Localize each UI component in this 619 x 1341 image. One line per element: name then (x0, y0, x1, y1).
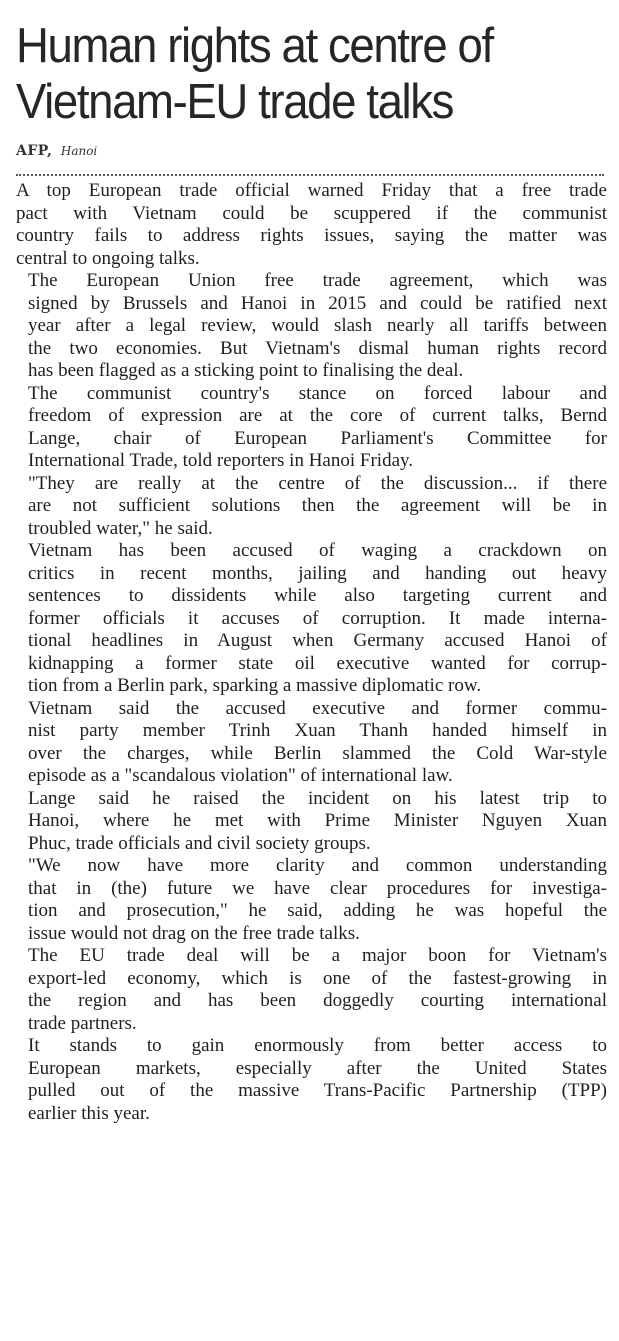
article-paragraph (16, 855, 607, 945)
paragraph-line: The European Union free trade agreement, which was (28, 270, 607, 291)
dotted-divider (16, 174, 604, 176)
paragraph-line: It stands to gain enormously from better access to (28, 1035, 607, 1056)
article-paragraph (16, 383, 607, 473)
article (16, 0, 607, 1125)
byline-location: Hanoi (60, 144, 98, 158)
paragraph-line: "They are really at the centre of the discussion... if there (28, 472, 607, 494)
paragraph-line: critics in recent months, jailing and handing out heavy (28, 562, 607, 584)
paragraph-line: troubled water," he said. (28, 517, 213, 539)
paragraph-line: country fails to address rights issues, saying the matter was (16, 225, 607, 246)
article-paragraph (16, 788, 607, 856)
paragraph-line: A top European trade official warned Friday that a free trade (16, 180, 607, 201)
paragraph-line: The EU trade deal will be a major boon for Vietnam's (28, 945, 607, 966)
paragraph-line: Lange, chair of European Parliament's Committee for (28, 427, 607, 449)
paragraph-line: export-led economy, which is one of the fastest-growing in (28, 967, 607, 989)
paragraph-line: episode as a "scandalous violation" of international law. (28, 765, 453, 786)
paragraph-line: Phuc, trade officials and civil society groups. (28, 832, 371, 854)
headline (16, 0, 611, 130)
article-paragraph (16, 473, 607, 541)
paragraph-line: Hanoi, where he met with Prime Minister Nguyen Xuan (28, 810, 607, 831)
paragraph-line: International Trade, told reporters in Hanoi Friday. (28, 450, 414, 471)
paragraph-line: pulled out of the massive Trans-Pacific Partnership (TPP) (28, 1080, 607, 1101)
paragraph-line: former officials it accuses of corruption. It made interna- (28, 607, 607, 629)
paragraph-line: earlier this year. (28, 1102, 150, 1124)
paragraph-line: kidnapping a former state oil executive wanted for corrup- (28, 652, 607, 674)
paragraph-line: tion and prosecution," he said, adding he was hopeful the (28, 900, 607, 921)
paragraph-line: Vietnam said the accused executive and former commu- (28, 697, 607, 719)
paragraph-line: the two economies. But Vietnam's dismal human rights record (28, 337, 607, 359)
headline-line: Human rights at centre of (16, 19, 493, 73)
paragraph-line: tion from a Berlin park, sparking a massive diplomatic row. (28, 675, 482, 696)
article-paragraph (16, 1035, 607, 1125)
paragraph-line: issue would not drag on the free trade talks. (28, 922, 360, 944)
article-body (16, 180, 607, 1125)
paragraph-line: that in (the) future we have clear procedures for investiga- (28, 877, 607, 899)
paragraph-line: the region and has been doggedly courting international (28, 990, 607, 1011)
paragraph-line: European markets, especially after the United States (28, 1057, 607, 1079)
article-paragraph (16, 270, 607, 383)
article-paragraph (16, 945, 607, 1035)
paragraph-line: pact with Vietnam could be scuppered if the communist (16, 202, 607, 224)
paragraph-line: are not sufficient solutions then the agreement will be in (28, 495, 607, 516)
paragraph-line: signed by Brussels and Hanoi in 2015 and could be ratified next (28, 292, 607, 314)
paragraph-line: Vietnam has been accused of waging a crackdown on (28, 540, 607, 561)
paragraph-line: year after a legal review, would slash nearly all tariffs between (28, 315, 607, 336)
article-paragraph (16, 180, 607, 270)
paragraph-line: "We now have more clarity and common understanding (28, 855, 607, 876)
paragraph-line: sentences to dissidents while also targeting current and (28, 585, 607, 606)
byline-agency: AFP, (16, 143, 53, 159)
paragraph-line: tional headlines in August when Germany accused Hanoi of (28, 630, 607, 651)
article-paragraph (16, 540, 607, 698)
paragraph-line: has been flagged as a sticking point to finalising the deal. (28, 360, 464, 381)
paragraph-line: central to ongoing talks. (16, 247, 200, 269)
paragraph-line: over the charges, while Berlin slammed the Cold War-style (28, 742, 607, 764)
paragraph-line: freedom of expression are at the core of current talks, Bernd (28, 405, 607, 426)
paragraph-line: The communist country's stance on forced labour and (28, 382, 607, 404)
headline-line: Vietnam-EU trade talks (16, 75, 454, 129)
article-paragraph (16, 698, 607, 788)
paragraph-line: Lange said he raised the incident on his latest trip to (28, 787, 607, 809)
paragraph-line: nist party member Trinh Xuan Thanh handed himself in (28, 720, 607, 741)
byline (16, 142, 607, 160)
paragraph-line: trade partners. (28, 1012, 137, 1034)
